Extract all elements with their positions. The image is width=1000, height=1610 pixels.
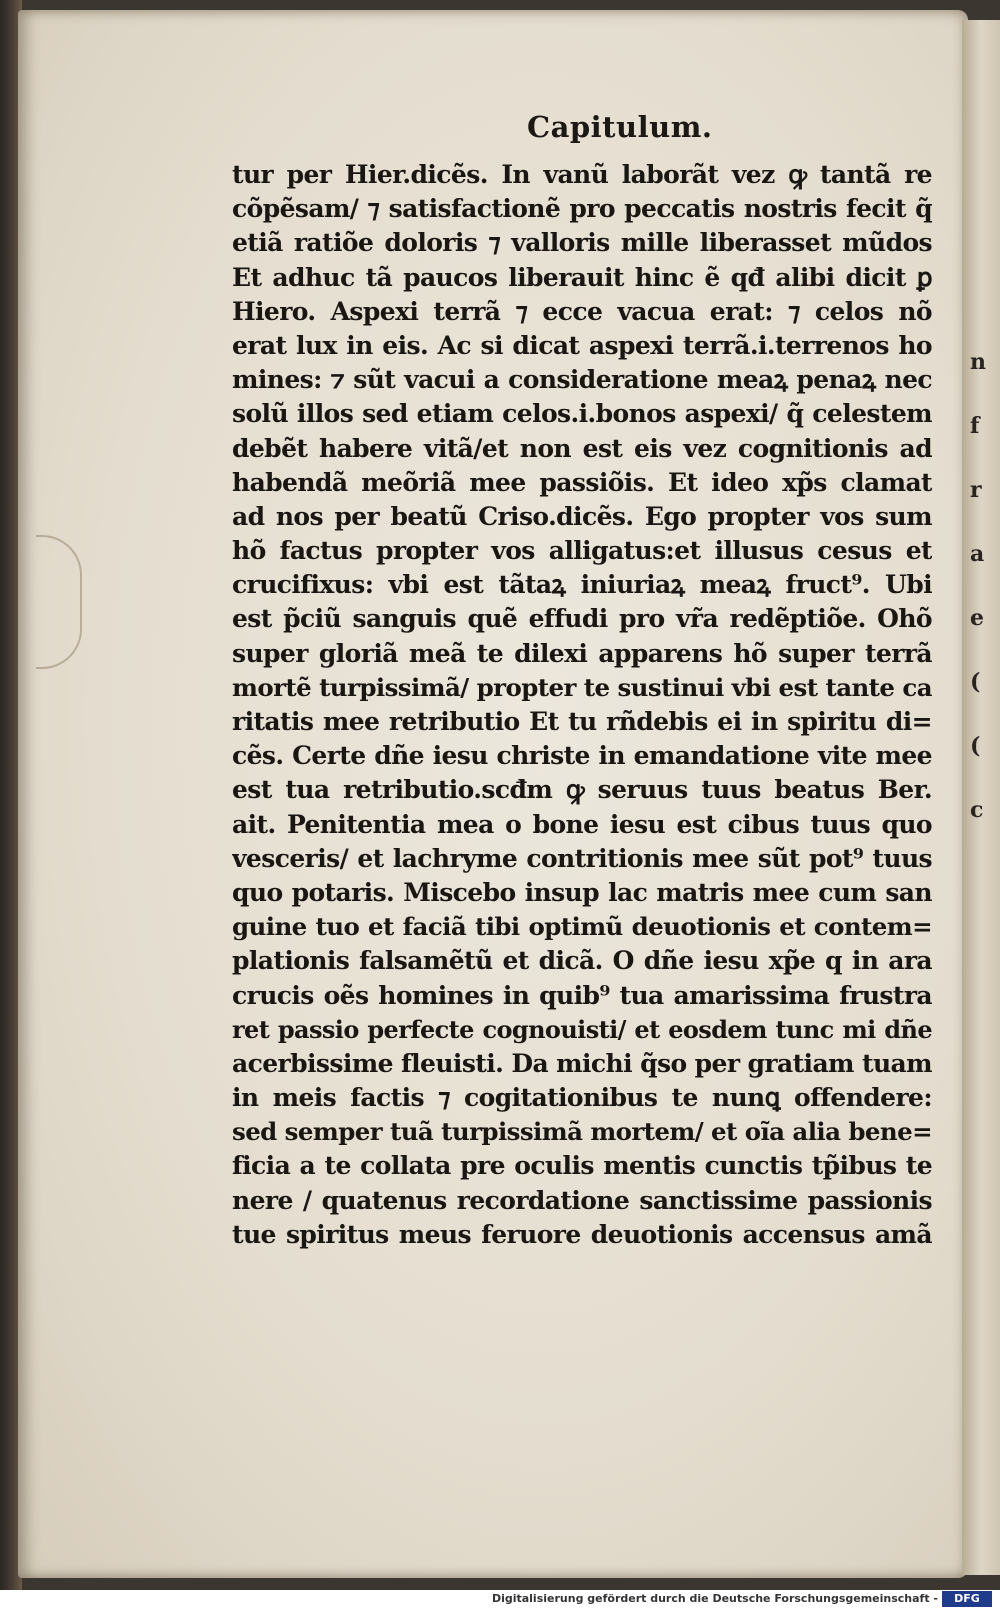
text-line: crucis oẽs homines in quib⁹ tua amarissima frustra: [232, 980, 932, 1010]
text-line: ait. Penitentia mea o bone iesu est cibus tuus quo: [232, 809, 932, 839]
footer-bar: [0, 1590, 1000, 1610]
text-line: ret passio perfecte cognouisti/ et eosdem tunc mi dñe: [232, 1014, 932, 1044]
text-line: etiã ratiõe doloris ⁊ valloris mille liberasset mũdos: [232, 228, 932, 258]
text-block: [232, 158, 932, 1252]
dfg-logo: DFG: [942, 1591, 992, 1607]
text-line: Et adhuc tã paucos liberauit hinc ẽ qđ alibi dicit ꝑ: [232, 262, 932, 292]
text-line: crucifixus: vbi est tãtaꝝ iniuriaꝝ meaꝝ fruct⁹. Ubi: [232, 570, 932, 600]
text-line: cõpẽsam/ ⁊ satisfactionẽ pro peccatis nostris fecit q̃: [232, 194, 932, 224]
text-line: tue spiritus meus feruore deuotionis accensus amã: [232, 1219, 932, 1249]
running-head: Capitulum.: [527, 110, 713, 144]
text-line: super gloriã meã te dilexi apparens hõ super terrã: [232, 638, 932, 668]
text-line: habendã meõriã mee passiõis. Et ideo xp̃s clamat: [232, 467, 932, 497]
digitization-credit: Digitalisierung gefördert durch die Deutsche Forschungsgemeinschaft -: [491, 1592, 938, 1605]
text-line: cẽs. Certe dñe iesu christe in emandatione vite mee: [232, 741, 932, 771]
text-line: mortẽ turpissimã/ propter te sustinui vbi est tante ca: [232, 672, 932, 702]
text-line: vesceris/ et lachryme contritionis mee sũt pot⁹ tuus: [232, 843, 932, 873]
text-line: solũ illos sed etiam celos.i.bonos aspexi/ q̃ celestem: [232, 399, 932, 429]
text-line: ficia a te collata pre oculis mentis cunctis tp̃ibus te: [232, 1151, 932, 1181]
adjacent-page-fragment: n f r a e ( ( c: [970, 349, 986, 823]
text-line: quo potaris. Miscebo insup lac matris mee cum san: [232, 877, 932, 907]
text-line: tur per Hier.dicẽs. In vanũ laborãt vez ꝙ tantã re: [232, 160, 932, 189]
clasp-impression: [36, 535, 82, 669]
text-line: est p̃ciũ sanguis quẽ effudi pro vr̃a redẽptiõe. Ohõ: [232, 604, 932, 634]
text-line: plationis falsamẽtũ et dicã. O dñe iesu xp̃e q in ara: [232, 946, 932, 976]
text-line: nere / quatenus recordatione sanctissime passionis: [232, 1185, 932, 1215]
adjacent-page-edge: [962, 20, 1000, 1575]
text-line: ritatis mee retributio Et tu rñdebis ei in spiritu di=: [232, 707, 932, 736]
text-line: hõ factus propter vos alligatus:et illusus cesus et: [232, 536, 932, 566]
text-line: mines: ⁊ sũt vacui a consideratione meaꝝ penaꝝ nec: [232, 365, 932, 395]
text-line: debẽt habere vitã/et non est eis vez cognitionis ad: [232, 433, 932, 463]
text-line: est tua retributio.scđm ꝙ seruus tuus beatus Ber.: [232, 775, 932, 805]
text-line: Hiero. Aspexi terrã ⁊ ecce vacua erat: ⁊ celos nõ: [232, 296, 932, 326]
text-line: in meis factis ⁊ cogitationibus te nunꝗ offendere:: [232, 1083, 932, 1113]
text-line: guine tuo et faciã tibi optimũ deuotionis et contem=: [232, 912, 932, 942]
text-line: sed semper tuã turpissimã mortem/ et oĩa alia bene=: [232, 1117, 932, 1147]
text-line: ad nos per beatũ Criso.dicẽs. Ego propter vos sum: [232, 501, 932, 531]
text-line: erat lux in eis. Ac si dicat aspexi terrã.i.terrenos ho: [232, 330, 932, 360]
text-line: acerbissime fleuisti. Da michi q̃so per gratiam tuam: [232, 1048, 932, 1078]
